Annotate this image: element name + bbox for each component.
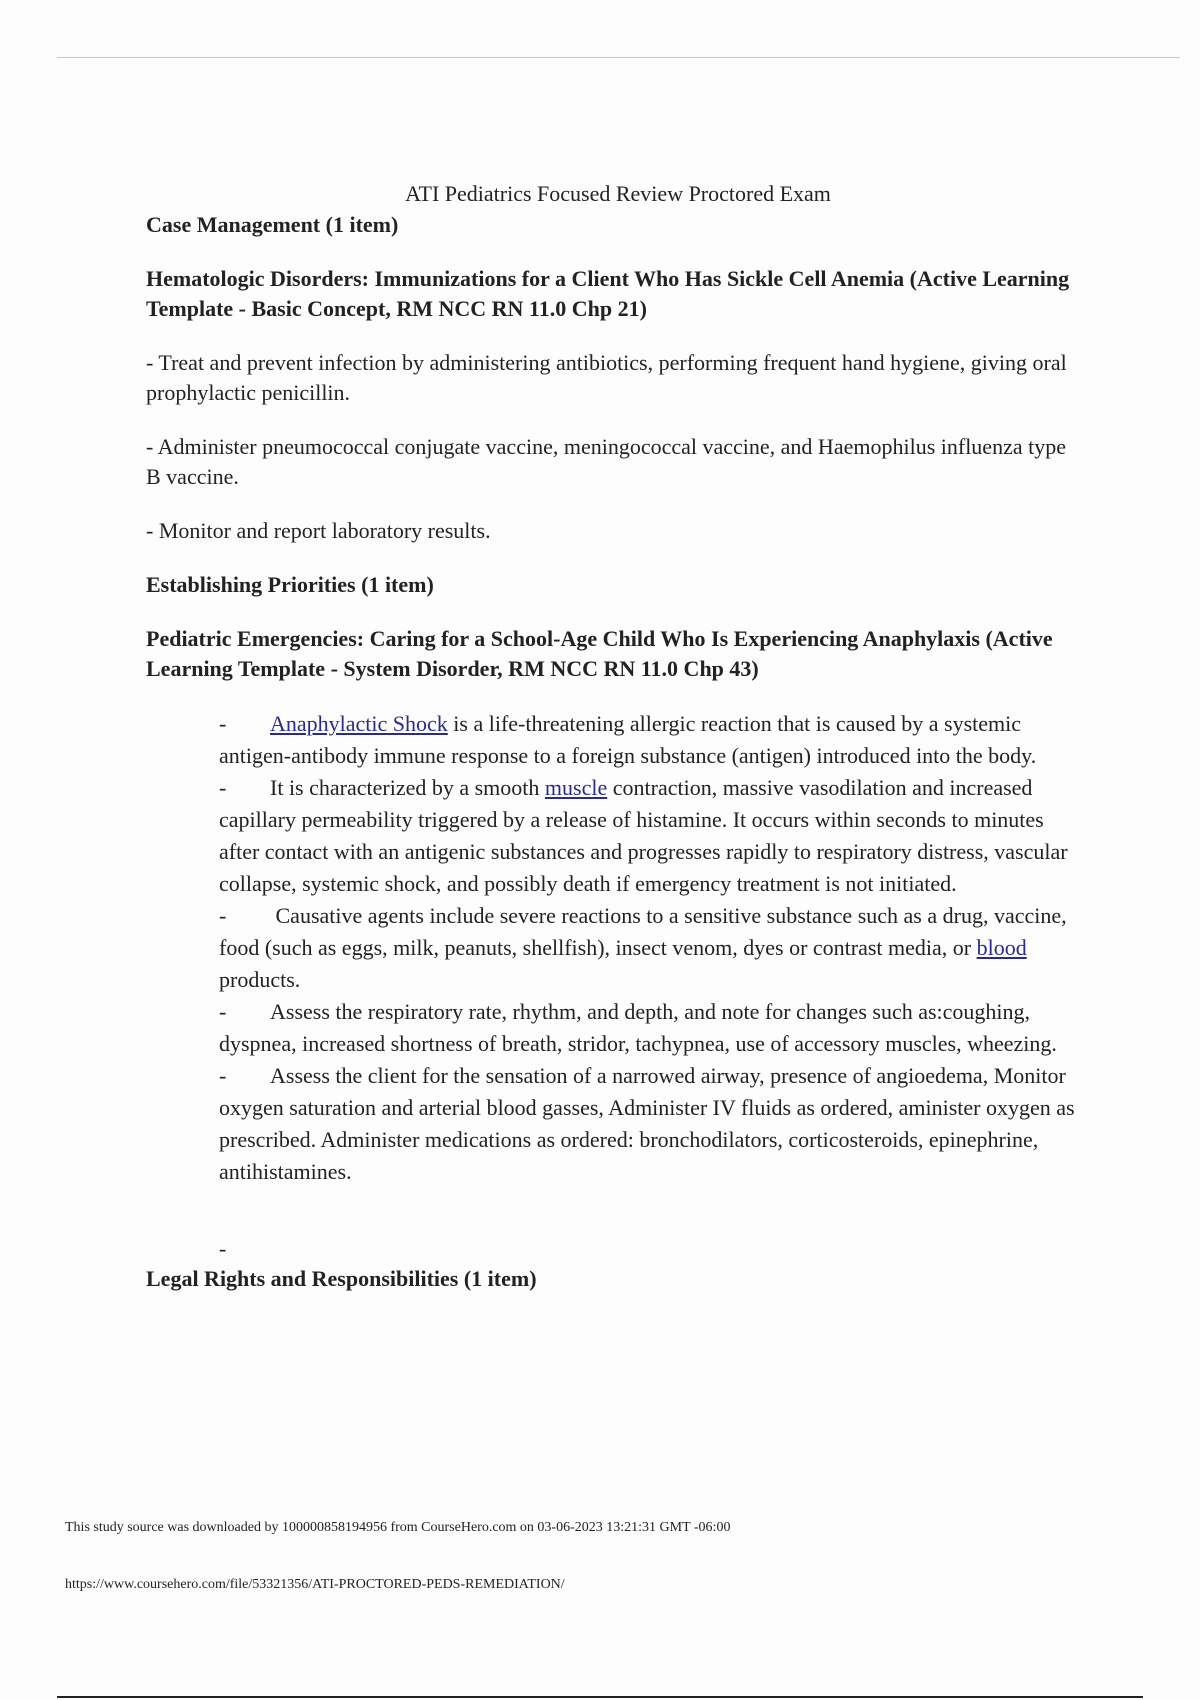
section-heading-establishing-priorities: Establishing Priorities (1 item) <box>146 572 434 597</box>
list-item <box>219 772 1086 900</box>
list-item <box>219 1060 1086 1188</box>
list-item <box>219 708 1086 772</box>
paragraph: - Administer pneumococcal conjugate vaccine, meningococcal vaccine, and Haemophilus influenza type B vaccine. <box>146 434 1066 489</box>
empty-bullet-dash: - <box>219 1236 227 1261</box>
paragraph: - Monitor and report laboratory results. <box>146 518 491 543</box>
document-title: ATI Pediatrics Focused Review Proctored Exam <box>405 181 831 206</box>
list-item-text: Causative agents include severe reactions to a sensitive substance such as a drug, vaccine, food (such as eggs, milk, peanuts, shellfish), insect venom, dyes or contrast media, or <box>219 903 1067 960</box>
list-item <box>219 900 1086 996</box>
list-item-text: is a life-threatening allergic reaction that is caused by a systemic antigen-antibody immune response to a foreign substance (antigen) introduced into the body. <box>219 711 1037 768</box>
list-item-text: Assess the client for the sensation of a narrowed airway, presence of angioedema, Monitor oxygen saturation and arterial blood gasses, Administer IV fluids as ordered, aminister oxygen as prescribed. Administer medications as ordered: bronchodilators, corticosteroids, epinephrine, antihistamines. <box>219 1063 1075 1184</box>
list-item-text: It is characterized by a smooth <box>270 775 545 800</box>
blood-link[interactable]: blood <box>976 935 1027 960</box>
bullet-dash: - <box>219 1063 227 1088</box>
paragraph: - Treat and prevent infection by administering antibiotics, performing frequent hand hygiene, giving oral prophylactic penicillin. <box>146 350 1067 405</box>
anaphylactic-shock-link[interactable]: Anaphylactic Shock <box>270 711 448 736</box>
source-url: https://www.coursehero.com/file/53321356/ATI-PROCTORED-PEDS-REMEDIATION/ <box>65 1577 565 1592</box>
topic-heading-hematologic: Hematologic Disorders: Immunizations for a Client Who Has Sickle Cell Anemia (Active Learning Template - Basic Concept, RM NCC RN 11.0 Chp 21) <box>146 266 1070 321</box>
list-item-text: contraction, massive vasodilation and increased capillary permeability triggered by a release of histamine. It occurs within seconds to minutes after contact with an antigenic substances and progresses rapidly to respiratory distress, vascular collapse, systemic shock, and possibly death if emergency treatment is not initiated. <box>219 775 1068 896</box>
list-item-text: Assess the respiratory rate, rhythm, and depth, and note for changes such as:coughing, dyspnea, increased shortness of breath, stridor, tachypnea, use of accessory muscles, wheezing. <box>219 999 1057 1056</box>
list-item-text: products. <box>219 967 301 992</box>
section-heading-case-management: Case Management (1 item) <box>146 212 399 237</box>
document-body <box>146 210 1086 1318</box>
anaphylaxis-bullet-list <box>146 708 1086 1188</box>
bullet-dash: - <box>219 711 227 736</box>
top-divider <box>57 57 1180 58</box>
bullet-dash: - <box>219 999 227 1024</box>
topic-heading-pediatric-emergencies: Pediatric Emergencies: Caring for a School-Age Child Who Is Experiencing Anaphylaxis (Active Learning Template - System Disorder, RM NCC RN 11.0 Chp 43) <box>146 626 1053 681</box>
bullet-dash: - <box>219 775 227 800</box>
bottom-divider <box>57 1696 1143 1698</box>
bullet-dash: - <box>219 903 227 928</box>
section-heading-legal-rights: Legal Rights and Responsibilities (1 item) <box>146 1266 537 1291</box>
list-item <box>219 996 1086 1060</box>
muscle-link[interactable]: muscle <box>544 775 608 800</box>
source-note: This study source was downloaded by 100000858194956 from CourseHero.com on 03-06-2023 13:21:31 GMT -06:00 <box>65 1520 731 1535</box>
